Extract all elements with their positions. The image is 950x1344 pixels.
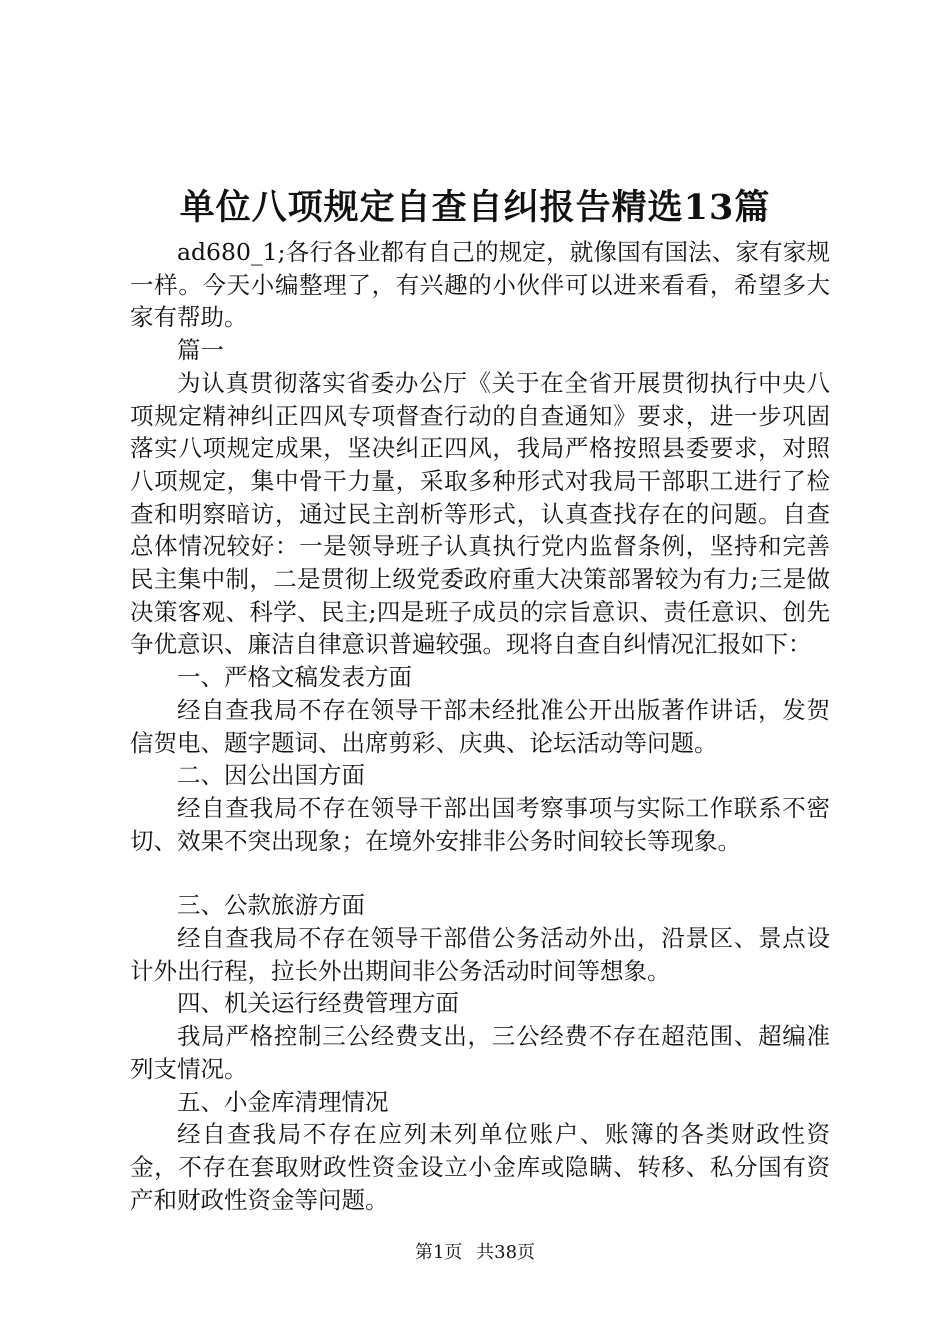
document-title: 单位八项规定自查自纠报告精选13篇 [179,187,771,228]
page-footer [0,1240,950,1266]
body-paragraph: 我局严格控制三公经费支出，三公经费不存在超范围、超编准列支情况。 [130,1022,830,1083]
section-label: 篇一 [177,336,224,365]
body-paragraph: 经自查我局不存在领导干部借公务活动外出，沿景区、景点设计外出行程，拉长外出期间非公务活动时间等想象。 [130,924,830,985]
blank-line [130,857,830,889]
body-paragraph: 经自查我局不存在领导干部出国考察事项与实际工作联系不密切、效果不突出现象；在境外安排非公务时间较长等现象。 [130,793,830,855]
section-heading: 五、小金库清理情况 [177,1087,389,1116]
section-heading: 二、因公出国方面 [177,761,365,790]
body-paragraph: 经自查我局不存在领导干部未经批准公开出版著作讲话，发贺信贺电、题字题词、出席剪彩、庆典、论坛活动等问题。 [130,695,830,757]
page-total: 共38页 [476,1242,536,1263]
section-heading: 三、公款旅游方面 [177,891,365,920]
section-heading: 一、严格文稿发表方面 [177,663,412,692]
section-heading: 四、机关运行经费管理方面 [177,989,459,1018]
body-paragraph: 经自查我局不存在应列未列单位账户、账簿的各类财政性资金，不存在套取财政性资金设立小金库或隐瞒、转移、私分国有资产和财政性资金等问题。 [130,1120,830,1214]
page-number: 第1页 [414,1242,463,1263]
body-paragraph: 为认真贯彻落实省委办公厅《关于在全省开展贯彻执行中央八项规定精神纠正四风专项督查行动的自查通知》要求，进一步巩固落实八项规定成果，坚决纠正四风，我局严格按照县委要求，对照八项规定，集中骨干力量，采取多种形式对我局干部职工进行了检查和明察暗访，通过民主剖析等形式，认真查找存在的问题。自查总体情况较好：一是领导班子认真执行党内监督条例，坚持和完善民主集中制，二是贯彻上级党委政府重大决策部署较为有力;三是做决策客观、科学、民主;四是班子成员的宗旨意识、责任意识、创先争优意识、廉洁自律意识普遍较强。现将自查自纠情况汇报如下： [130,368,830,659]
intro-paragraph: ad680_1;各行各业都有自己的规定，就像国有国法、家有家规一样。今天小编整理了，有兴趣的小伙伴可以进来看看，希望多大家有帮助。 [130,238,830,332]
document-body [130,236,830,1216]
